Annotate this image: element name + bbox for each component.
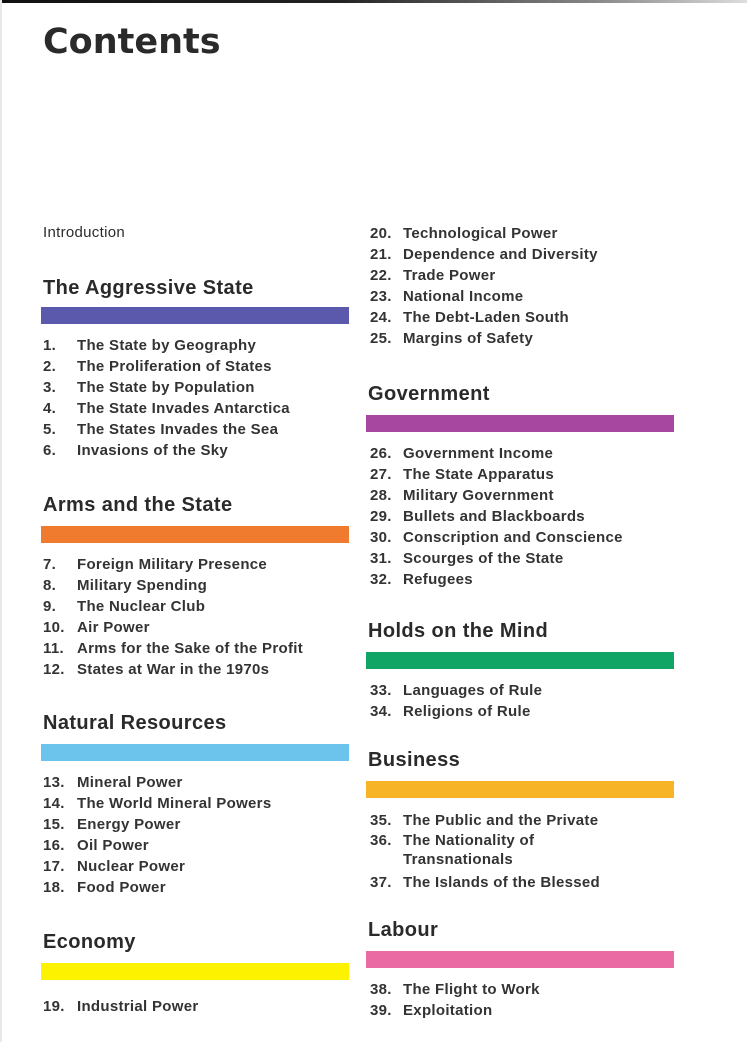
toc-item[interactable]: 19. Industrial Power xyxy=(43,998,199,1015)
section-heading: The Aggressive State xyxy=(43,277,254,299)
toc-item[interactable]: 37. The Islands of the Blessed xyxy=(370,874,601,891)
toc-item[interactable]: 31. Scourges of the State xyxy=(370,550,564,567)
toc-item[interactable]: 17. Nuclear Power xyxy=(43,858,186,875)
toc-item[interactable]: 26. Government Income xyxy=(370,445,554,462)
toc-item[interactable]: 28. Military Government xyxy=(370,487,554,504)
section-color-bar xyxy=(366,415,674,432)
toc-item[interactable]: 25. Margins of Safety xyxy=(370,330,534,347)
section-color-bar xyxy=(366,781,674,798)
toc-item[interactable]: 2. The Proliferation of States xyxy=(43,358,272,375)
toc-item[interactable]: 9. The Nuclear Club xyxy=(43,598,206,615)
toc-item[interactable]: 30. Conscription and Conscience xyxy=(370,529,623,546)
page-left-edge xyxy=(0,0,2,1042)
toc-item[interactable]: 3. The State by Population xyxy=(43,379,255,396)
section-heading: Business xyxy=(368,749,461,771)
section-heading: Arms and the State xyxy=(43,494,233,516)
toc-item[interactable]: 4. The State Invades Antarctica xyxy=(43,400,290,417)
toc-introduction[interactable]: Introduction xyxy=(43,224,125,241)
toc-item[interactable]: 35. The Public and the Private xyxy=(370,812,599,829)
toc-item[interactable]: 1. The State by Geography xyxy=(43,337,257,354)
toc-item[interactable]: 15. Energy Power xyxy=(43,816,181,833)
toc-item[interactable]: 29. Bullets and Blackboards xyxy=(370,508,585,525)
toc-item[interactable]: 23. National Income xyxy=(370,288,524,305)
section-economy-continued xyxy=(366,223,674,349)
section-aggressive-state xyxy=(41,276,349,461)
toc-item[interactable]: 12. States at War in the 1970s xyxy=(43,661,270,678)
section-heading: Economy xyxy=(43,931,136,953)
section-economy xyxy=(41,930,349,1017)
section-color-bar xyxy=(366,652,674,669)
section-color-bar xyxy=(41,963,349,980)
toc-item[interactable]: 24. The Debt-Laden South xyxy=(370,309,569,326)
page-title: Contents xyxy=(43,22,221,62)
toc-item[interactable]: 13. Mineral Power xyxy=(43,774,183,791)
toc-item[interactable]: 27. The State Apparatus xyxy=(370,466,555,483)
toc-item[interactable]: 7. Foreign Military Presence xyxy=(43,556,268,573)
toc-item[interactable]: 36. The Nationality of Transnationals xyxy=(370,832,535,868)
section-color-bar xyxy=(41,307,349,324)
section-color-bar xyxy=(41,744,349,761)
toc-item[interactable]: 16. Oil Power xyxy=(43,837,149,854)
section-color-bar xyxy=(366,951,674,968)
section-arms-and-the-state xyxy=(41,493,349,680)
toc-item[interactable]: 39. Exploitation xyxy=(370,1002,493,1019)
section-heading: Labour xyxy=(368,919,439,941)
toc-item[interactable]: 18. Food Power xyxy=(43,879,166,896)
toc-item[interactable]: 5. The States Invades the Sea xyxy=(43,421,279,438)
section-color-bar xyxy=(41,526,349,543)
toc-item[interactable]: 20. Technological Power xyxy=(370,225,558,242)
section-natural-resources xyxy=(41,711,349,898)
toc-item[interactable]: 10. Air Power xyxy=(43,619,150,636)
toc-item[interactable]: 38. The Flight to Work xyxy=(370,981,540,998)
section-business xyxy=(366,748,674,893)
toc-item[interactable]: 11. Arms for the Sake of the Profit xyxy=(43,640,304,657)
section-holds-on-the-mind xyxy=(366,619,674,722)
page-top-edge xyxy=(0,0,747,3)
toc-item[interactable]: 33. Languages of Rule xyxy=(370,682,543,699)
toc-item[interactable]: 22. Trade Power xyxy=(370,267,496,284)
section-government xyxy=(366,382,674,590)
section-heading: Government xyxy=(368,383,490,405)
toc-item[interactable]: 34. Religions of Rule xyxy=(370,703,531,720)
section-heading: Holds on the Mind xyxy=(368,620,549,642)
section-heading: Natural Resources xyxy=(43,712,227,734)
toc-item[interactable]: 14. The World Mineral Powers xyxy=(43,795,272,812)
toc-item[interactable]: 6. Invasions of the Sky xyxy=(43,442,229,459)
toc-item[interactable]: 8. Military Spending xyxy=(43,577,208,594)
toc-item[interactable]: 21. Dependence and Diversity xyxy=(370,246,598,263)
section-labour xyxy=(366,918,674,1021)
toc-item[interactable]: 32. Refugees xyxy=(370,571,473,588)
